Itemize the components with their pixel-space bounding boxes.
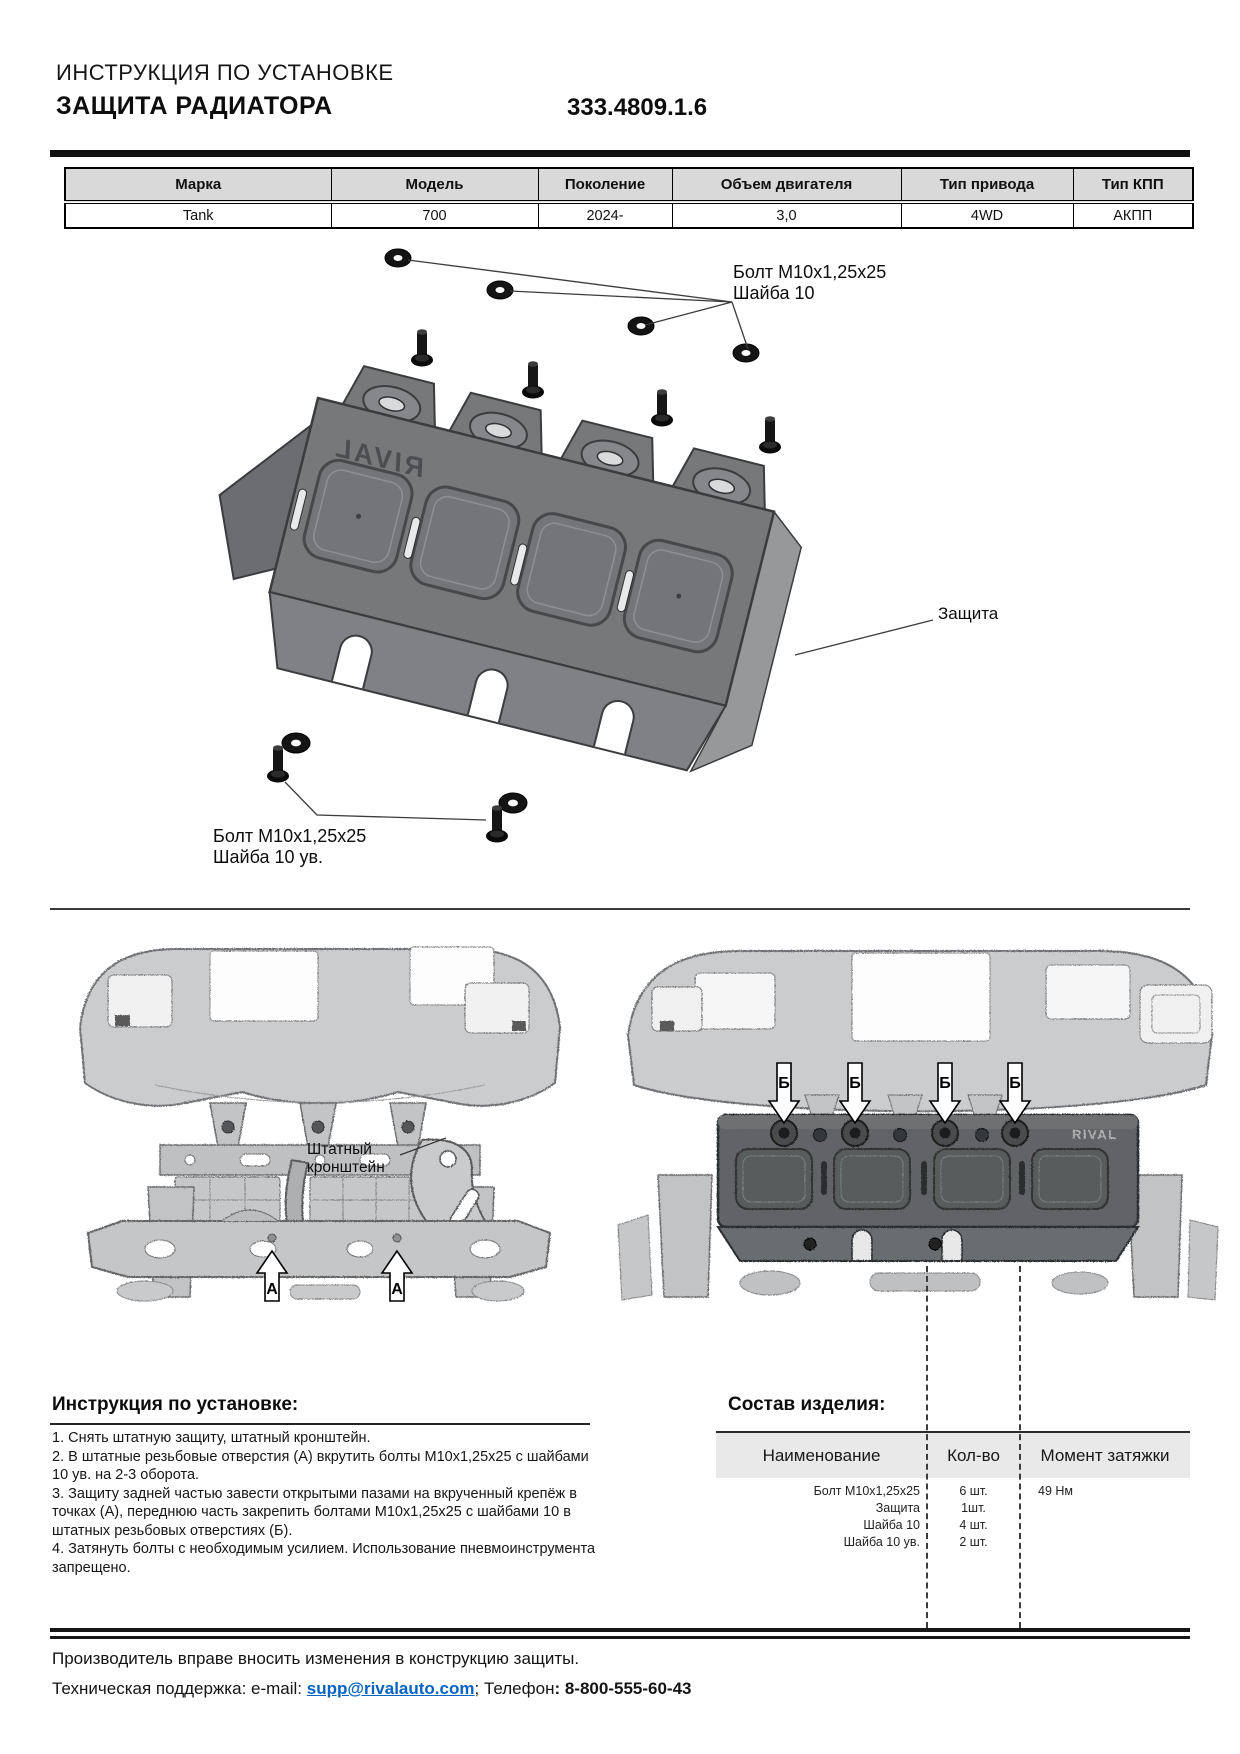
marker-b-letter: Б: [939, 1075, 951, 1092]
guard-slot: [821, 1161, 827, 1195]
value-generation: 2024-: [538, 202, 672, 228]
guard-recess: [934, 1149, 1010, 1209]
composition-row: [716, 1483, 1190, 1500]
u-slot: [852, 1230, 872, 1260]
stock-bracket-label: Штатный кронштейн: [307, 1141, 385, 1176]
threaded-hole-a: [268, 1234, 276, 1242]
top-fastener-label-washer: Шайба 10: [733, 283, 815, 304]
instruction-step: 4. Затянуть болты с необходимым усилием. Использование пневмоинструмента запрещено.: [52, 1541, 596, 1576]
vehicle-underside-art: [80, 947, 560, 1301]
brand-logo: RIVAL: [1072, 1127, 1118, 1142]
instruction-step: 2. В штатные резьбовые отверстия (А) вкрутить болты М10х1,25х25 с шайбами 10 ув. на 2-3 оборота.: [52, 1448, 589, 1483]
guard-slot: [1019, 1161, 1025, 1195]
bumper-opening: [695, 973, 775, 1029]
footer-rule-bottom: [50, 1636, 1190, 1639]
comp-item-name: Защита: [875, 1501, 920, 1515]
marker-a-letter: А: [391, 1281, 403, 1298]
footer-disclaimer: Производитель вправе вносить изменения в конструкцию защиты.: [52, 1649, 580, 1668]
washer-10-uv: [282, 733, 527, 813]
guard-label: Защита: [938, 604, 999, 623]
sensor-slot: [512, 1021, 526, 1031]
washer-10: [385, 249, 759, 362]
hanger-tab: [888, 1095, 922, 1117]
comp-item-name: Шайба 10 ув.: [843, 1535, 920, 1549]
value-brand: Tank: [65, 202, 331, 228]
top-fastener-label-bolt: Болт М10х1,25х25: [733, 262, 887, 282]
footer-support-line: [52, 1679, 692, 1699]
composition-row: [716, 1517, 1190, 1534]
instructions-rule: [50, 1423, 590, 1425]
marker-b-letter: Б: [1009, 1075, 1021, 1092]
composition-dashed-separator: [1019, 1266, 1021, 1628]
composition-rows: [716, 1483, 1190, 1551]
frame-rail: [658, 1175, 712, 1297]
brand-logo-mirrored: RIVAL: [329, 431, 428, 484]
comp-item-qty: 6 шт.: [959, 1484, 988, 1498]
mounted-guard-lip: [718, 1227, 1138, 1261]
small-bolt: [814, 1129, 827, 1142]
col-generation: Поколение: [538, 168, 672, 202]
header-rule: [50, 150, 1190, 157]
guard-plate: [182, 340, 818, 784]
value-model: 700: [331, 202, 538, 228]
bottom-fastener-label-washer: Шайба 10 ув.: [213, 847, 324, 868]
front-view-without-guard: [60, 935, 580, 1310]
composition-row: [716, 1500, 1190, 1517]
comp-item-torque: [1020, 1500, 1190, 1517]
phone-label: Телефон: [479, 1679, 555, 1698]
corner-panel: [652, 987, 702, 1031]
col-brand: Марка: [65, 168, 331, 202]
instructions-heading: Инструкция по установке:: [52, 1394, 299, 1415]
side-part: [618, 1215, 652, 1300]
support-label: Техническая поддержка: e-mail:: [52, 1679, 307, 1698]
guard-recess: [736, 1149, 812, 1209]
footer-rule-top: [50, 1628, 1190, 1632]
composition-heading: Состав изделия:: [728, 1394, 886, 1415]
small-bolt: [976, 1129, 989, 1142]
comp-item-qty: 1шт.: [961, 1501, 986, 1515]
small-bolt: [894, 1129, 907, 1142]
bumper-opening: [852, 953, 990, 1041]
guard-recess: [1032, 1149, 1108, 1209]
composition-row: [716, 1534, 1190, 1551]
instructions-list: [52, 1429, 604, 1577]
suspension-part: [1052, 1272, 1108, 1294]
marker-b-letter: Б: [849, 1075, 861, 1092]
comp-item-torque: 49 Нм: [1038, 1484, 1073, 1498]
comp-col-name: Наименование: [762, 1445, 881, 1465]
sensor-slot: [660, 1021, 674, 1031]
guard-exploded-diagram: [0, 230, 1240, 910]
composition-header-row: [716, 1433, 1190, 1478]
comp-item-qty: 4 шт.: [959, 1518, 988, 1532]
u-slot: [942, 1230, 962, 1260]
sensor-slot: [115, 1015, 130, 1026]
comp-item-torque: [1020, 1534, 1190, 1551]
lip-bolt: [804, 1238, 816, 1250]
bumper-opening: [210, 951, 318, 1021]
hanger-tab: [968, 1095, 1002, 1117]
value-drive: 4WD: [901, 202, 1073, 228]
guard-slot: [921, 1161, 927, 1195]
vehicle-underside-with-guard-art: [618, 951, 1218, 1300]
top-fastener-label: [733, 262, 886, 304]
email-separator: ;: [474, 1679, 480, 1698]
section-divider: [50, 908, 1190, 910]
bumper-opening: [1046, 965, 1130, 1019]
bottom-fastener-label-bolt: Болт М10х1,25х25: [213, 826, 367, 846]
support-email-link[interactable]: supp@rivalauto.com: [306, 1679, 475, 1698]
instruction-step: 3. Защиту задней частью завести открытыми пазами на вкрученный крепёж в точках (А), переднюю часть закрепить болтами М10х1,25х25 с шайбами 10 в штатных резьбовых отверстиях (Б).: [52, 1485, 577, 1539]
side-part: [1188, 1220, 1218, 1300]
comp-col-torque: Момент затяжки: [1040, 1445, 1170, 1465]
col-engine: Объем двигателя: [672, 168, 901, 202]
comp-item-qty: 2 шт.: [959, 1535, 988, 1549]
corner-panel: [1140, 985, 1212, 1043]
part-number: 333.4809.1.6: [567, 94, 708, 121]
lip-bolt: [929, 1238, 941, 1250]
doc-title-line2: ЗАЩИТА РАДИАТОРА: [56, 92, 333, 120]
front-view-with-guard: [600, 935, 1240, 1310]
instruction-step: 1. Снять штатную защиту, штатный кронштейн.: [52, 1430, 371, 1446]
doc-title-line1: ИНСТРУКЦИЯ ПО УСТАНОВКЕ: [56, 60, 394, 85]
marker-a-letter: А: [266, 1281, 278, 1298]
vehicle-table-header-row: [65, 168, 1193, 202]
suspension-part: [117, 1281, 173, 1301]
suspension-part: [740, 1271, 800, 1295]
vehicle-table: [64, 167, 1194, 229]
value-gearbox: АКПП: [1073, 202, 1193, 228]
suspension-part: [472, 1281, 524, 1301]
composition-dashed-separator: [926, 1266, 928, 1628]
col-drive: Тип привода: [901, 168, 1073, 202]
bottom-fastener-label: [213, 826, 366, 868]
comp-col-qty: Кол-во: [947, 1445, 1000, 1465]
comp-item-name: Болт М10х1,25х25: [813, 1484, 920, 1498]
suspension-part: [870, 1273, 980, 1291]
vehicle-table-value-row: [65, 202, 1193, 228]
phone-number: : 8-800-555-60-43: [554, 1679, 692, 1698]
comp-item-name: Шайба 10: [863, 1518, 920, 1532]
value-engine: 3,0: [672, 202, 901, 228]
comp-item-torque: [1020, 1517, 1190, 1534]
col-gearbox: Тип КПП: [1073, 168, 1193, 202]
col-model: Модель: [331, 168, 538, 202]
threaded-hole-a: [393, 1234, 401, 1242]
hanger-tab: [805, 1095, 839, 1117]
marker-b-letter: Б: [778, 1075, 790, 1092]
suspension-part: [290, 1285, 360, 1299]
guard-recess: [834, 1149, 910, 1209]
